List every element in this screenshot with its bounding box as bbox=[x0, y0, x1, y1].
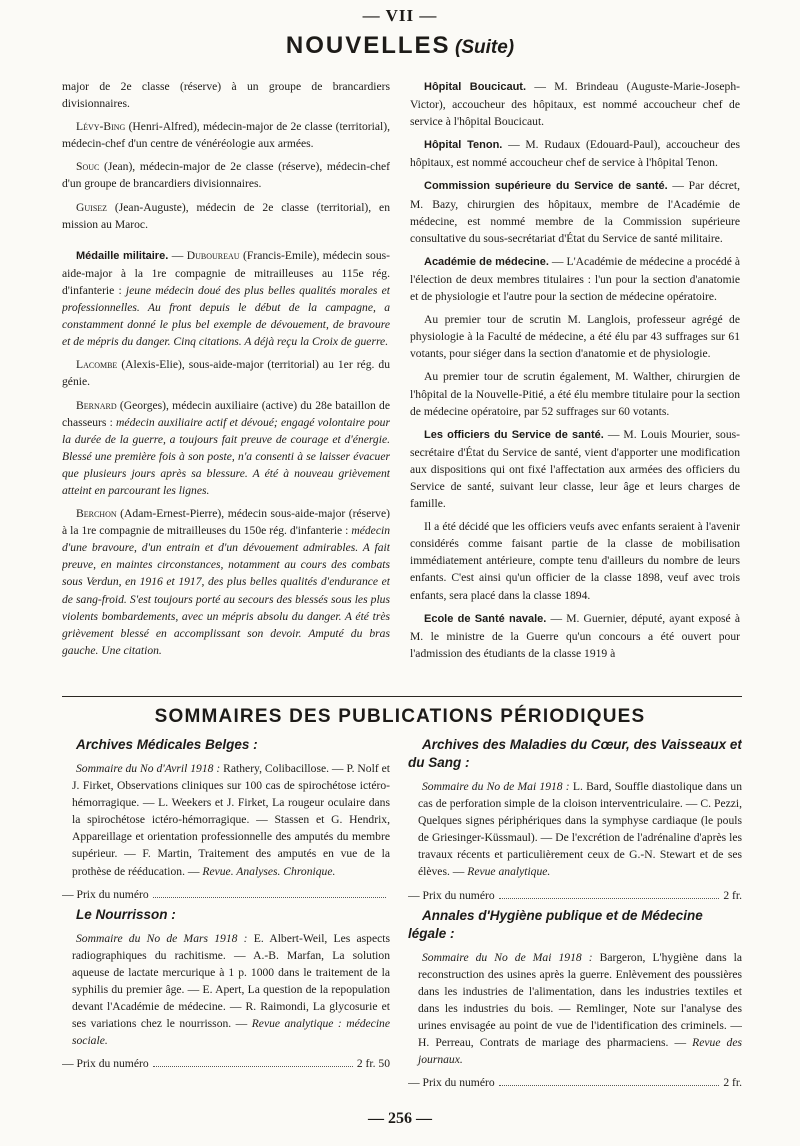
news-left-column bbox=[62, 78, 390, 688]
paragraph: Il a été décidé que les officiers veufs avec enfants seraient à l'avenir considérés comme faisant partie de la classe de mobilisation immédiatement antérieure, compte tenu d'ailleurs du nombre de leurs enfants. C'est ainsi qu'un officier de la classe 1898, veuf avec trois enfants, sera placé dans la classe 1894. bbox=[410, 520, 740, 602]
section-heading: Médaille militaire. bbox=[76, 249, 169, 262]
paragraph-text: (Adam-Ernest-Pierre), médecin sous-aide-major (réserve) à la 1re compagnie de mitrailleuses du 150e rég. d'infanterie : bbox=[62, 507, 390, 538]
paragraph bbox=[62, 158, 390, 192]
sommaires-title: SOMMAIRES DES PUBLICATIONS PÉRIODIQUES bbox=[154, 706, 646, 727]
price-value: 2 fr. bbox=[723, 888, 742, 902]
summary-text: L. Bard, Souffle diastolique dans un cas de perforation simple de la cloison interventriculaire. — C. Pezzi, Quelques signes périphériques dans la symphyse cardiaque (le pouls de Griesinger-Küssmaul). — De l'excrétion de l'adrénaline d'après les travaux récents et particulièrement ceux de G.-N. Stewart et de ses élèves. — bbox=[418, 780, 742, 879]
citation: médecin auxiliaire actif et dévoué; engagé volontaire pour la durée de la guerre, a toujours fait preuve de courage et d'énergie. Blessé une première fois à son poste, n'a consenti à se laisser évacuer que plusieurs jours après sa blessure. A été à nouveau grièvement atteint en parcourant les lignes. bbox=[62, 415, 390, 497]
citation: jeune médecin doué des plus belles qualités morales et professionnelles. Au front depuis le début de la campagne, a constamment donné le plus bel exemple de dévouement, de bravoure et de mépris du danger. Cinq citations. A déjà reçu la Croix de guerre. bbox=[62, 283, 390, 349]
sommaires-right-column bbox=[408, 736, 742, 1106]
journal-title: Le Nourrisson : bbox=[76, 906, 176, 922]
price-leader bbox=[499, 889, 720, 899]
journal-title: Annales d'Hygiène publique et de Médecine légale : bbox=[408, 907, 703, 941]
paragraph bbox=[62, 505, 390, 659]
paragraph bbox=[410, 610, 740, 662]
price-line bbox=[62, 886, 390, 903]
paragraph bbox=[62, 199, 390, 233]
journal-summary bbox=[408, 778, 742, 881]
price-label: — Prix du numéro bbox=[408, 1076, 495, 1090]
person-name: Lacombe bbox=[76, 358, 118, 372]
summary-lead: Sommaire du No de Mars 1918 : bbox=[76, 931, 248, 945]
paragraph-text: (Jean), médecin-major de 2e classe (réserve), médecin-chef d'un groupe de brancardiers divisionnaires. bbox=[62, 160, 390, 191]
person-name: Guisez bbox=[76, 200, 108, 214]
folio: — VII — bbox=[362, 6, 438, 25]
paragraph: Au premier tour de scrutin M. Langlois, professeur agrégé de physiologie à la Faculté de médecine, a été élu par 43 suffrages sur 61 votants, pour siéger dans la section d'anatomie et de physiologie. bbox=[410, 313, 740, 361]
summary-tail: Revue analytique : médecine sociale. bbox=[72, 1017, 390, 1048]
person-name: Berchon bbox=[76, 507, 117, 521]
page-number: — 256 — bbox=[368, 1110, 432, 1127]
journal-title: Archives Médicales Belges : bbox=[76, 737, 258, 752]
summary-text: Bargeron, L'hygiène dans la reconstruction des usines après la guerre. Enlèvement des poussières dans les industries de l'alimentation, dans les industries textiles et dans les industries du bois. — Remlinger, Note sur l'analyse des urines envisagée au point de vue de l'identification des criminels. — H. Perreau, Contrats de mariage des pharmaciens. — bbox=[418, 950, 742, 1050]
section-heading: Hôpital Boucicaut. bbox=[424, 81, 527, 93]
section-divider bbox=[62, 696, 742, 697]
summary-lead: Sommaire du No de Mai 1918 : bbox=[422, 780, 570, 793]
paragraph bbox=[62, 397, 390, 500]
paragraph bbox=[410, 136, 740, 171]
price-label: — Prix du numéro bbox=[408, 888, 495, 902]
price-leader bbox=[153, 888, 386, 898]
paragraph bbox=[62, 118, 390, 152]
price-line bbox=[408, 887, 742, 904]
paragraph-text: (Jean-Auguste), médecin de 2e classe (territorial), en mission au Maroc. bbox=[62, 200, 390, 231]
summary-text: Rathery, Colibacillose. — P. Nolf et J. Firket, Observations cliniques sur 100 cas de spirochétose ictéro-hémorragique. — L. Weekers et J. Firket, La rougeur oculaire dans la spirochétose ictéro-hémorragique. — Stassen et G. Hendrix, Appareillage et orientation professionnelle des amputés du membre supérieur. — F. Martin, Traitement des amputés en vue de la prothèse de rééducation. — bbox=[72, 762, 390, 878]
person-name: Duboureau bbox=[186, 248, 240, 262]
price-line bbox=[62, 1055, 390, 1072]
paragraph-text: — L'Académie de médecine a procédé à l'élection de deux membres titulaires : l'un pour la section d'anatomie et de physiologie et l'autre pour la section de médecine opératoire. bbox=[410, 254, 740, 304]
section-heading: Commission supérieure du Service de santé. bbox=[424, 180, 668, 193]
page-title bbox=[0, 32, 800, 60]
section-heading: Les officiers du Service de santé. bbox=[424, 428, 604, 441]
paragraph-text: — M. Rudaux (Edouard-Paul), accoucheur des hôpitaux, est nommé accoucheur chef de service à l'hôpital Tenon. bbox=[410, 138, 740, 170]
price-label: — Prix du numéro bbox=[62, 887, 149, 901]
title-text: NOUVELLES bbox=[285, 32, 451, 59]
summary-tail: Revue des journaux. bbox=[418, 1036, 742, 1067]
person-name: Lévy-Bing bbox=[76, 120, 126, 134]
price-line bbox=[408, 1074, 742, 1091]
summary-text: E. Albert-Weil, Les aspects radiographiques du rachitisme. — A.-B. Marfan, La solution aqueuse de lactate mercurique à 1 p. 1000 dans le traitement de la syphilis du premier âge. — E. Apert, La question de la repopulation devant l'Académie de médecine. — R. Raimondi, La glycosurie et ses variations chez le nourrisson. — bbox=[72, 931, 390, 1031]
journal-summary bbox=[62, 760, 390, 880]
paragraph bbox=[410, 253, 740, 305]
paragraph-text: (Francis-Emile), médecin sous-aide-major à la 1re compagnie de mitrailleuses au 115e rég. d'infanterie : bbox=[62, 248, 390, 297]
paragraph bbox=[62, 356, 390, 390]
paragraph-text: — M. Louis Mourier, sous-secrétaire d'État du Service de santé, vient d'apporter une modification aux dispositions qui ont fixé l'affectation aux armées des officiers du Service de santé, suivant leur classe, leur âge et leurs charges de famille. bbox=[410, 427, 740, 511]
paragraph-text: — M. Guernier, député, ayant exposé à M. le ministre de la Guerre qu'un concours a été ouvert pour l'admission des étudiants de la classe 1919 à bbox=[410, 611, 740, 660]
price-label: — Prix du numéro bbox=[62, 1057, 149, 1071]
paragraph: Au premier tour de scrutin également, M. Walther, chirurgien de l'hôpital de la Nouvelle-Pitié, a été élu membre titulaire pour la section de médecine opératoire, par 52 suffrages sur 60 votants. bbox=[410, 370, 740, 418]
person-name: Bernard bbox=[76, 398, 117, 412]
paragraph-text: (Georges), médecin auxiliaire (active) du 28e bataillon de chasseurs : bbox=[62, 398, 390, 429]
paragraph-text: — Par décret, M. Bazy, chirurgien des hôpitaux, membre de l'Académie de médecine, est nommé membre de la Commission supérieure consultative du sous-secrétariat d'État du Service de santé militaire. bbox=[410, 179, 740, 245]
summary-lead: Sommaire du No d'Avril 1918 : bbox=[76, 762, 221, 775]
section-heading: Académie de médecine. bbox=[424, 255, 549, 268]
price-value: 2 fr. bbox=[723, 1076, 742, 1090]
summary-tail: Revue analytique. bbox=[467, 865, 551, 879]
paragraph: Médaille militaire. — Duboureau (Francis-Emile), médecin sous-aide-major à la 1re compagnie de mitrailleuses au 115e rég. d'infanterie : jeune médecin doué des plus belles qualités morales et professionnelles. Au front depuis le début de la campagne, a constamment donné le plus bel exemple de dévouement, de bravoure et de mépris du danger. Cinq citations. A déjà reçu la Croix de guerre. bbox=[62, 248, 390, 349]
paragraph bbox=[410, 78, 740, 130]
paragraph-text: — M. Brindeau (Auguste-Marie-Joseph-Victor), accoucheur des hôpitaux, est nommé accoucheur chef de service à l'hôpital Boucicaut. bbox=[410, 80, 740, 129]
section-heading: Ecole de Santé navale. bbox=[424, 612, 547, 625]
summary-lead: Sommaire du No de Mai 1918 : bbox=[422, 950, 593, 964]
price-value: 2 fr. 50 bbox=[356, 1057, 390, 1071]
paragraph-text: (Henri-Alfred), médecin-major de 2e classe (territorial), médecin-chef d'un centre de vénéréologie aux armées. bbox=[62, 120, 390, 151]
summary-tail: Revue. Analyses. Chronique. bbox=[202, 864, 336, 878]
person-name: Souc bbox=[76, 160, 100, 174]
sommaires-left-column bbox=[62, 736, 390, 1106]
price-leader bbox=[499, 1076, 720, 1086]
paragraph bbox=[410, 177, 740, 246]
paragraph bbox=[410, 426, 740, 512]
price-leader bbox=[153, 1057, 353, 1067]
journal-summary bbox=[408, 949, 742, 1069]
section-heading: Hôpital Tenon. bbox=[424, 139, 503, 152]
paragraph: major de 2e classe (réserve) à un groupe de brancardiers divisionnaires. bbox=[62, 80, 390, 111]
journal-title: Archives des Maladies du Cœur, des Vaisseaux et du Sang : bbox=[408, 737, 742, 770]
journal-summary bbox=[62, 930, 390, 1050]
citation: médecin d'une bravoure, d'un entrain et d'un dévouement admirables. A fait preuve, en maintes circonstances, notamment au cours des combats sous Verdun, en 1916 et 1917, des plus belles qualités d'endurance et de sang-froid. S'est toujours porté au secours des blessés sous les plus violents bombardements, avec un mépris absolu du danger. A été très grièvement blessé en accomplissant son devoir. Amputé du bras gauche. Une citation. bbox=[62, 524, 390, 657]
title-suite: (Suite) bbox=[455, 37, 515, 58]
news-right-column bbox=[410, 78, 740, 690]
paragraph-text: (Alexis-Elie), sous-aide-major (territorial) au 1er rég. du génie. bbox=[62, 358, 390, 389]
